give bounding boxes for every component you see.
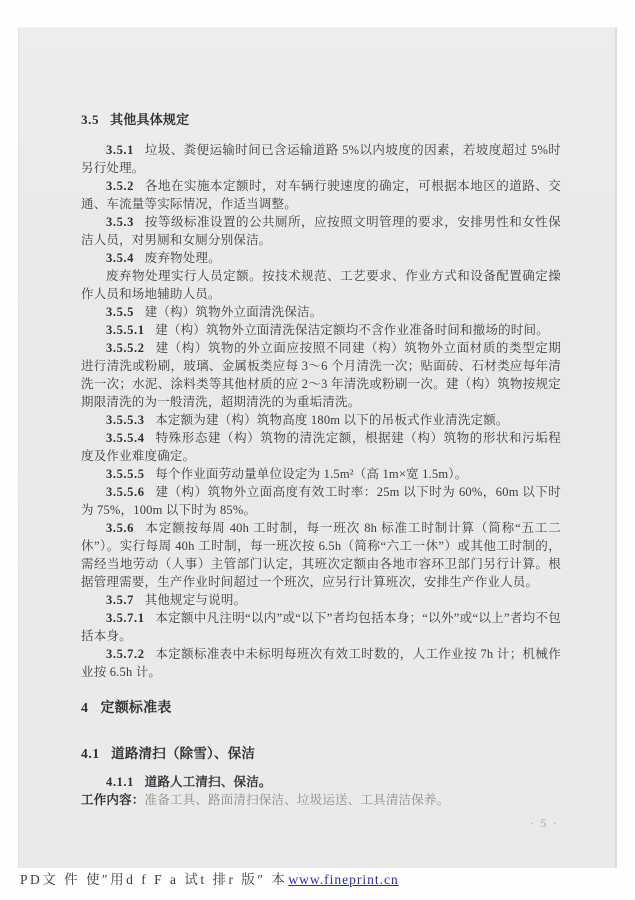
work-content-label: 工作内容： [81, 793, 145, 807]
clause-number: 3.5.7.2 [106, 647, 145, 661]
clause-paragraph [81, 249, 561, 267]
clause-paragraph [81, 339, 561, 411]
clause-paragraph [81, 429, 561, 465]
clause-number: 3.5.5.5 [106, 467, 145, 481]
clause-text: 各地在实施本定额时，对车辆行驶速度的确定，可根据本地区的道路、交通、车流量等实际情况，作适当调整。 [81, 179, 561, 211]
clause-text: 废弃物处理。 [144, 251, 221, 265]
clause-number: 4.1.1 [106, 775, 134, 789]
section-heading-3-5 [81, 111, 561, 129]
clause-text: 本定额按每周 40h 工时制，每一班次 8h 标准工时制计算（简称“五工二休”）。实行每周 40h 工时制，每一班次按 6.5h（简称“六工一休”）或其他工时制的，需经当地劳动（人事）主管部门认定，其班次定额由各地市容环卫部门另行计算。根据管理需要，生产作业时间超过一个班次，应另行计算班次，安排生产作业人员。 [81, 521, 561, 589]
clause-number: 3.5.6 [106, 521, 134, 535]
clause-text: 建（构）筑物外立面高度有效工时率：25m 以下时为 60%，60m 以下时为 75%，100m 以下时为 85%。 [81, 485, 561, 517]
clause-number: 4 [81, 701, 89, 716]
clause-paragraph [81, 645, 561, 681]
watermark-link[interactable]: www.fineprint.cn [288, 872, 399, 887]
clause-number: 3.5.5.3 [106, 413, 145, 427]
clause-number: 3.5.7 [106, 593, 134, 607]
clause-number: 3.5.5.6 [106, 485, 145, 499]
section-title: 道路清扫（除雪）、保洁 [111, 746, 256, 761]
clause-paragraph [81, 519, 561, 591]
clause-paragraph [81, 213, 561, 249]
clause-text: 本定额中凡注明“以内”或“以下”者均包括本身；“以外”或“以上”者均不包括本身。 [81, 611, 561, 643]
clause-text: 建（构）筑物外立面清洗保洁定额均不含作业准备时间和撤场的时间。 [155, 323, 549, 337]
section-heading-4 [81, 700, 561, 718]
clause-number: 3.5.5.4 [106, 431, 145, 445]
section-title: 定额标准表 [100, 701, 172, 716]
clause-paragraph [81, 465, 561, 483]
clause-number: 3.5.5.1 [106, 323, 145, 337]
clause-paragraph [81, 483, 561, 519]
pdf-trial-watermark [20, 868, 399, 888]
clause-number: 3.5.4 [106, 251, 134, 265]
clause-number: 3.5.2 [106, 179, 134, 193]
section-heading-4-1 [81, 745, 561, 763]
clause-text: 每个作业面劳动量单位设定为 1.5m²（高 1m×宽 1.5m）。 [155, 467, 468, 481]
clause-number: 3.5.1 [106, 143, 134, 157]
clause-paragraph [81, 411, 561, 429]
clause-paragraph [81, 141, 561, 177]
clause-paragraph [81, 591, 561, 609]
clause-paragraph [81, 609, 561, 645]
clause-text: 建（构）筑物的外立面应按照不同建（构）筑物外立面材质的类型定期进行清洗或粉刷，玻璃、金属板类应每 3～6 个月清洗一次；贴面砖、石材类应每年清洗一次；水泥、涂料类等其他材质的应 2～3 年清洗或粉刷一次。建（构）筑物按规定期限清洗的为一般清洗，超期清洗的为重垢清洗。 [81, 341, 561, 409]
page-number: · 5 · [529, 818, 559, 830]
clause-text: 本定额为建（构）筑物高度 180m 以下的吊板式作业清洗定额。 [155, 413, 509, 427]
section-title: 其他具体规定 [110, 112, 190, 127]
clause-paragraph [81, 267, 561, 303]
section-heading-4-1-1 [106, 773, 561, 791]
clause-text: 其他规定与说明。 [144, 593, 247, 607]
document-page [18, 27, 617, 868]
clause-number: 3.5.7.1 [106, 611, 145, 625]
work-content-line [81, 791, 561, 809]
watermark-text: PD文 件 使″用d f F a 试t 排r 版″ 本 [20, 872, 288, 887]
clause-number: 3.5.3 [106, 215, 134, 229]
clause-number: 3.5.5.2 [106, 341, 145, 355]
page-body-text [81, 111, 561, 809]
clause-text: 特殊形态建（构）筑物的清洗定额，根据建（构）筑物的形状和污垢程度及作业难度确定。 [81, 431, 561, 463]
work-content-text: 准备工具、路面清扫保洁、垃圾运送、工具清洁保养。 [144, 793, 450, 807]
clause-text: 建（构）筑物外立面清洗保洁。 [144, 305, 323, 319]
clause-paragraph [81, 177, 561, 213]
clause-paragraph [81, 303, 561, 321]
clause-text: 按等级标准设置的公共厕所，应按照文明管理的要求，安排男性和女性保洁人员，对男厕和女厕分别保洁。 [81, 215, 561, 247]
section-title: 道路人工清扫、保洁。 [144, 775, 272, 789]
clause-text: 废弃物处理实行人员定额。按技术规范、工艺要求、作业方式和设备配置确定操作人员和场地辅助人员。 [81, 269, 561, 301]
clause-paragraph [81, 321, 561, 339]
clause-number: 4.1 [81, 746, 100, 761]
clause-text: 本定额标准表中未标明每班次有效工时数的，人工作业按 7h 计；机械作业按 6.5h 计。 [81, 647, 561, 679]
clause-number: 3.5.5 [106, 305, 134, 319]
clause-text: 垃圾、粪便运输时间已含运输道路 5%以内坡度的因素，若坡度超过 5%时另行处理。 [81, 143, 561, 175]
clause-number: 3.5 [81, 112, 100, 127]
